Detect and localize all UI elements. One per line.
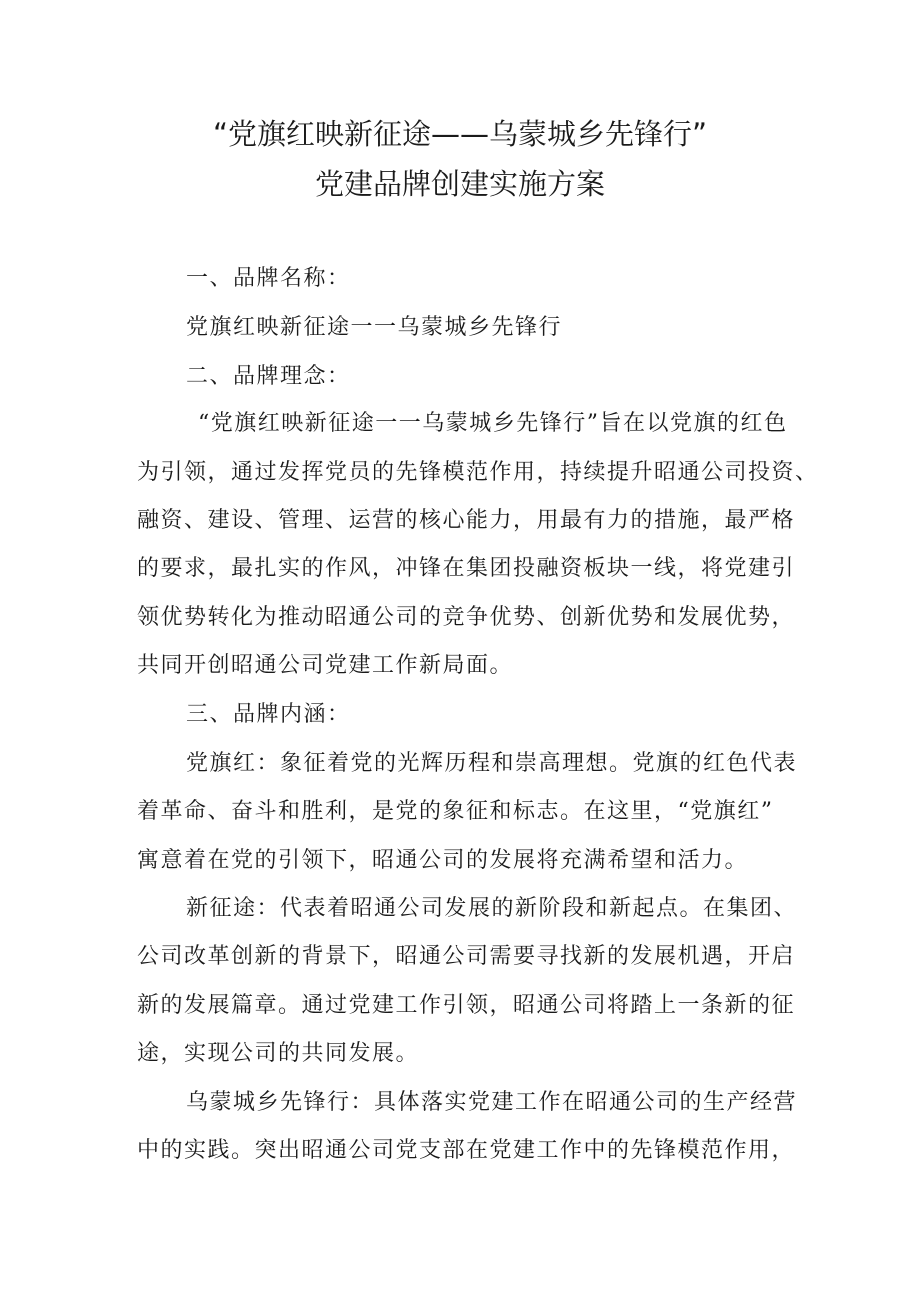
- paragraph-line: 中的实践。突出昭通公司党支部在党建工作中的先锋模范作用，: [137, 1138, 796, 1163]
- paragraph-line: 党旗红：象征着党的光辉历程和崇高理想。党旗的红色代表: [186, 751, 798, 776]
- paragraph-line: 为引领，通过发挥党员的先锋模范作用，持续提升昭通公司投资、: [137, 460, 819, 485]
- paragraph-line: 乌蒙城乡先锋行：具体落实党建工作在昭通公司的生产经营: [186, 1090, 798, 1115]
- brand-name-text: 党旗红映新征途一一乌蒙城乡先锋行: [186, 315, 563, 340]
- paragraph-line: 新征途：代表着昭通公司发展的新阶段和新起点。在集团、: [186, 896, 798, 921]
- document-title-line-2: 党建品牌创建实施方案: [314, 167, 605, 201]
- section-heading-brand-connotation: 三、品牌内涵：: [186, 702, 351, 727]
- paragraph-line: 途，实现公司的共同发展。: [137, 1041, 420, 1066]
- section-heading-brand-concept: 二、品牌理念：: [186, 364, 351, 389]
- paragraph-line: 领优势转化为推动昭通公司的竞争优势、创新优势和发展优势，: [137, 605, 796, 630]
- paragraph-line: 寓意着在党的引领下，昭通公司的发展将充满希望和活力。: [137, 848, 749, 873]
- paragraph-line: 的要求，最扎实的作风，冲锋在集团投融资板块一线，将党建引: [137, 556, 796, 581]
- paragraph-line: 新的发展篇章。通过党建工作引领，昭通公司将踏上一条新的征: [137, 993, 796, 1018]
- document-title-line-1: “党旗红映新征途——乌蒙城乡先锋行”: [212, 117, 708, 151]
- paragraph-line: 着革命、奋斗和胜利，是党的象征和标志。在这里，“党旗红”: [137, 799, 774, 824]
- paragraph-line: 公司改革创新的背景下，昭通公司需要寻找新的发展机遇，开启: [137, 944, 796, 969]
- section-heading-brand-name: 一、品牌名称：: [186, 266, 351, 291]
- paragraph-line: “党旗红映新征途一一乌蒙城乡先锋行”旨在以党旗的红色: [198, 411, 788, 436]
- paragraph-line: 共同开创昭通公司党建工作新局面。: [137, 653, 514, 678]
- paragraph-line: 融资、建设、管理、运营的核心能力，用最有力的措施，最严格: [137, 508, 796, 533]
